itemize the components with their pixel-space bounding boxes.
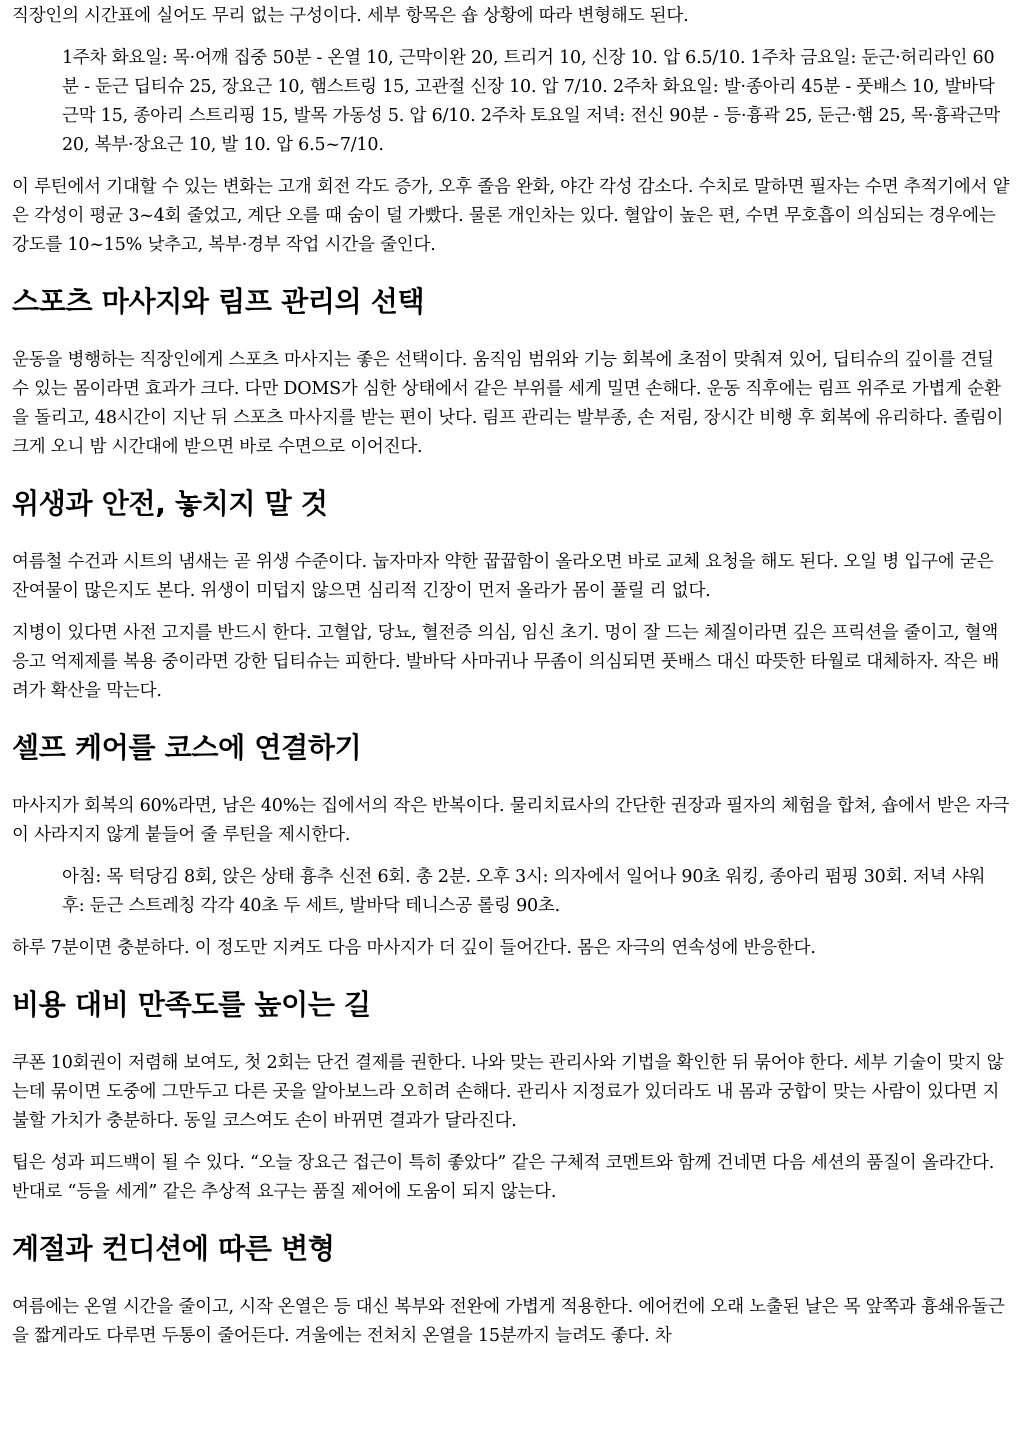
schedule-blockquote — [12, 44, 1010, 160]
paragraph-season: 여름에는 온열 시간을 줄이고, 시작 온열은 등 대신 복부와 전완에 가볍게 적용한다. 에어컨에 오래 노출된 날은 목 앞쪽과 흉쇄유돌근을 짧게라도 다루면 두통이 줄어든다. 겨울에는 전처치 온열을 15분까지 늘려도 좋다. 차 — [12, 1297, 1005, 1346]
routine-text: 아침: 목 턱당김 8회, 앉은 상태 흉추 신전 6회. 총 2분. 오후 3시: 의자에서 일어나 90초 워킹, 종아리 펌핑 30회. 저녁 샤워 후: 둔근 스트레칭 각각 40초 두 세트, 발바닥 테니스공 롤링 90초. — [62, 867, 986, 916]
schedule-text: 1주차 화요일: 목·어깨 집중 50분 - 온열 10, 근막이완 20, 트리거 10, 신장 10. 압 6.5/10. 1주차 금요일: 둔근·허리라인 60분 - 둔근 딥티슈 25, 장요근 10, 햄스트링 15, 고관절 신장 10. 압 7/10. 2주차 화요일: 발·종아리 45분 - 풋배스 10, 발바닥 근막 15, 종아리 스트리핑 15, 발목 가동성 5. 압 6/10. 2주차 토요일 저녁: 전신 90분 - 등·흉곽 25, 둔근·햄 25, 목·흉곽근막 20, 복부·장요근 10, 발 10. 압 6.5~7/10. — [62, 48, 1001, 155]
paragraph-daily: 하루 7분이면 충분하다. 이 정도만 지켜도 다음 마사지가 더 깊이 들어간다. 몸은 자극의 연속성에 반응한다. — [12, 938, 816, 958]
paragraph-sports: 운동을 병행하는 직장인에게 스포츠 마사지는 좋은 선택이다. 움직임 범위와 기능 회복에 초점이 맞춰져 있어, 딥티슈의 깊이를 견딜 수 있는 몸이라면 효과가 크다. 다만 DOMS가 심한 상태에서 같은 부위를 세게 밀면 손해다. 운동 직후에는 림프 위주로 가볍게 순환을 돌리고, 48시간이 지난 뒤 스포츠 마사지를 받는 편이 낫다. 림프 관리는 발부종, 손 저림, 장시간 비행 후 회복에 유리하다. 졸림이 크게 오니 밤 시간대에 받으면 바로 수면으로 이어진다. — [12, 350, 1004, 457]
paragraph-hygiene-1: 여름철 수건과 시트의 냄새는 곧 위생 수준이다. 눕자마자 약한 꿉꿉함이 올라오면 바로 교체 요청을 해도 된다. 오일 병 입구에 굳은 잔여물이 많은지도 본다. 위생이 미덥지 않으면 심리적 긴장이 먼저 올라가 몸이 풀릴 리 없다. — [12, 552, 994, 601]
paragraph-intro: 직장인의 시간표에 실어도 무리 없는 구성이다. 세부 항목은 숍 상황에 따라 변형해도 된다. — [12, 6, 689, 26]
routine-blockquote — [12, 863, 1010, 921]
heading-hygiene-safety: 위생과 안전, 놓치지 말 것 — [12, 487, 328, 520]
paragraph-self-care: 마사지가 회복의 60%라면, 남은 40%는 집에서의 작은 반복이다. 물리치료사의 간단한 권장과 필자의 체험을 합쳐, 숍에서 받은 자극이 사라지지 않게 붙들어 줄 루틴을 제시한다. — [12, 796, 1010, 845]
heading-self-care: 셀프 케어를 코스에 연결하기 — [12, 731, 362, 764]
heading-sports-lymph: 스포츠 마사지와 림프 관리의 선택 — [12, 285, 425, 318]
heading-season-condition: 계절과 컨디션에 따른 변형 — [12, 1232, 335, 1265]
paragraph-effects: 이 루틴에서 기대할 수 있는 변화는 고개 회전 각도 증가, 오후 졸음 완화, 야간 각성 감소다. 수치로 말하면 필자는 수면 추적기에서 얕은 각성이 평균 3~4회 줄었고, 계단 오를 때 숨이 덜 가빴다. 물론 개인차는 있다. 혈압이 높은 편, 수면 무호흡이 의심되는 경우에는 강도를 10~15% 낮추고, 복부·경부 작업 시간을 줄인다. — [12, 177, 1010, 255]
heading-cost-satisfaction: 비용 대비 만족도를 높이는 길 — [12, 988, 371, 1021]
paragraph-cost-2: 팁은 성과 피드백이 될 수 있다. “오늘 장요근 접근이 특히 좋았다” 같은 구체적 코멘트와 함께 건네면 다음 세션의 품질이 올라간다. 반대로 “등을 세게” 같은 추상적 요구는 품질 제어에 도움이 되지 않는다. — [12, 1153, 995, 1202]
paragraph-cost-1: 쿠폰 10회권이 저렴해 보여도, 첫 2회는 단건 결제를 권한다. 나와 맞는 관리사와 기법을 확인한 뒤 묶어야 한다. 세부 기술이 맞지 않는데 묶이면 도중에 그만두고 다른 곳을 알아보느라 오히려 손해다. 관리사 지정료가 있더라도 내 몸과 궁합이 맞는 사람이 있다면 지불할 가치가 충분하다. 동일 코스여도 손이 바뀌면 결과가 달라진다. — [12, 1053, 1004, 1131]
paragraph-hygiene-2: 지병이 있다면 사전 고지를 반드시 한다. 고혈압, 당뇨, 혈전증 의심, 임신 초기. 멍이 잘 드는 체질이라면 깊은 프릭션을 줄이고, 혈액응고 억제제를 복용 중이라면 강한 딥티슈는 피한다. 발바닥 사마귀나 무좀이 의심되면 풋배스 대신 따뜻한 타월로 대체하자. 작은 배려가 확산을 막는다. — [12, 623, 1000, 701]
article-body — [0, 2, 1024, 1351]
